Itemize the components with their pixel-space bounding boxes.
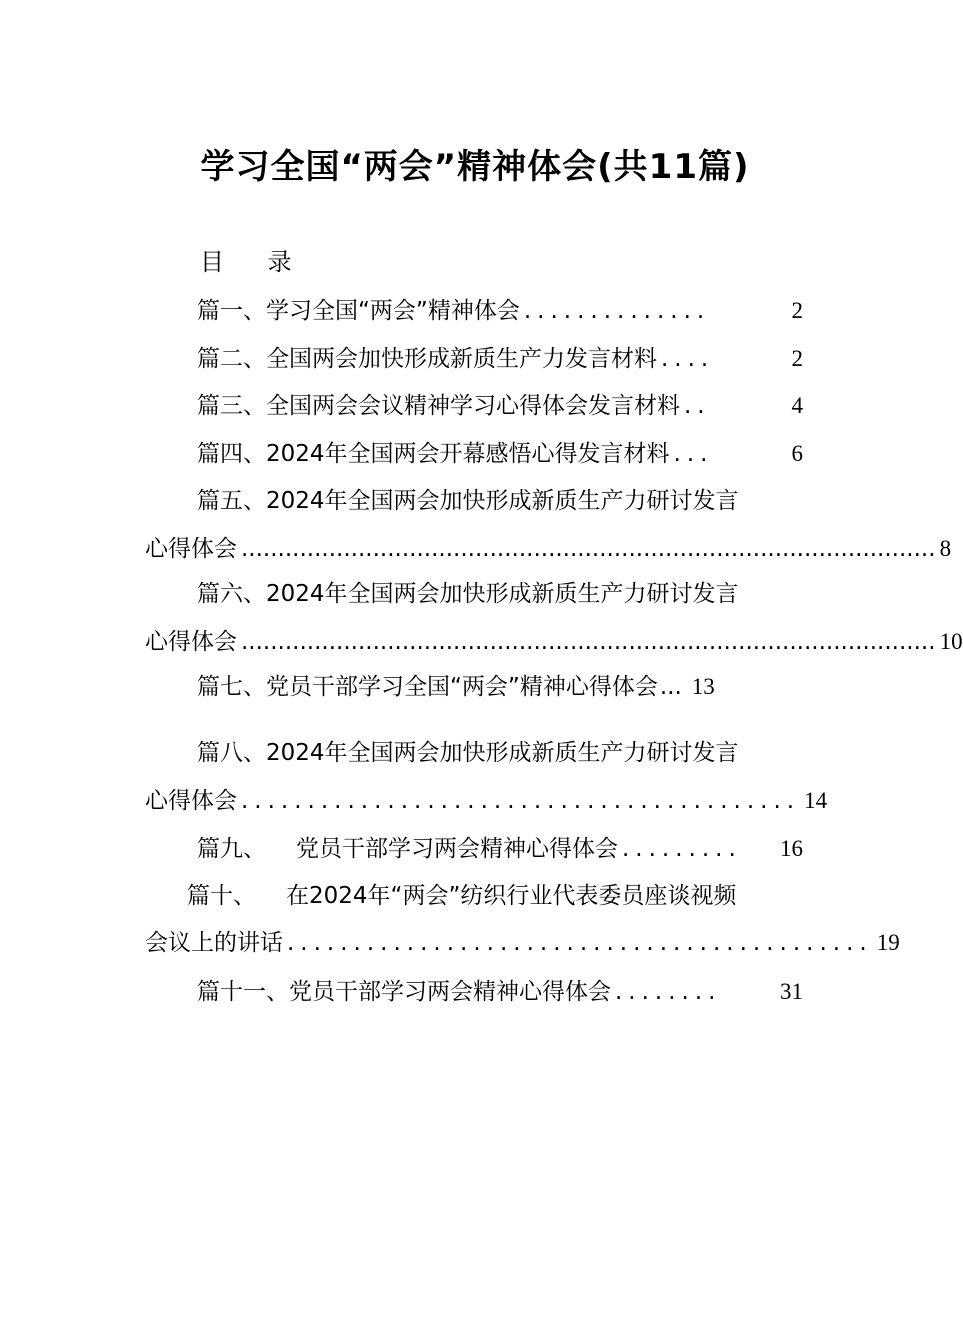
toc-entry-2[interactable] bbox=[197, 341, 803, 377]
toc-page-number: 14 bbox=[804, 788, 828, 813]
toc-dot-leader: ... bbox=[673, 441, 714, 467]
toc-entry-6-line1[interactable]: 篇六、2024年全国两会加快形成新质生产力研讨发言 bbox=[197, 581, 739, 607]
toc-dot-leader: ............................................................................................... bbox=[241, 629, 936, 655]
toc-page-number: 10 bbox=[939, 629, 963, 654]
toc-dot-leader: ......... bbox=[622, 836, 742, 862]
toc-entry-6[interactable] bbox=[145, 624, 963, 660]
toc-entry-9[interactable] bbox=[197, 831, 803, 867]
toc-dot-leader: ............................................ bbox=[287, 930, 873, 956]
toc-page-number: 6 bbox=[791, 441, 803, 466]
toc-entry-10-line1[interactable] bbox=[187, 878, 807, 914]
toc-entry-5-line1[interactable]: 篇五、2024年全国两会加快形成新质生产力研讨发言 bbox=[197, 488, 739, 514]
toc-entry-prefix: 篇十、 bbox=[187, 883, 256, 909]
toc-dot-leader: .......................................... bbox=[241, 788, 801, 814]
toc-entry-label: 篇七、党员干部学习全国“两会”精神心得体会 bbox=[197, 674, 658, 700]
toc-dot-leader: ... bbox=[659, 674, 682, 700]
toc-entry-label: 党员干部学习两会精神心得体会 bbox=[296, 836, 618, 862]
toc-entry-label: 心得体会 bbox=[145, 536, 237, 562]
toc-entry-5[interactable] bbox=[145, 531, 952, 567]
toc-page-number: 8 bbox=[939, 536, 952, 561]
toc-dot-leader: ............................................................................................... bbox=[241, 536, 936, 562]
toc-entry-label: 篇十一、党员干部学习两会精神心得体会 bbox=[197, 979, 611, 1005]
toc-entry-label: 会议上的讲话 bbox=[145, 930, 283, 956]
toc-entry-prefix: 篇九、 bbox=[197, 836, 266, 862]
toc-entry-3[interactable] bbox=[197, 388, 803, 424]
toc-page-number: 2 bbox=[791, 298, 803, 323]
toc-entry-11[interactable] bbox=[197, 974, 803, 1010]
toc-entry-4[interactable] bbox=[197, 436, 803, 472]
document-title: 学习全国“两会”精神体会(共11篇) bbox=[200, 147, 750, 187]
toc-page-number: 31 bbox=[780, 979, 803, 1004]
toc-page-number: 4 bbox=[791, 393, 803, 418]
toc-entry-1[interactable] bbox=[197, 293, 803, 329]
toc-entry-8-line1[interactable]: 篇八、2024年全国两会加快形成新质生产力研讨发言 bbox=[197, 740, 739, 766]
toc-page-number: 16 bbox=[780, 836, 803, 861]
toc-page-number: 19 bbox=[876, 930, 900, 955]
toc-dot-leader: .............. bbox=[523, 298, 711, 324]
toc-dot-leader: .. bbox=[684, 393, 711, 419]
toc-page-number: 2 bbox=[791, 346, 803, 371]
toc-dot-leader: ........ bbox=[615, 979, 722, 1005]
toc-entry-label: 在2024年“两会”纺织行业代表委员座谈视频 bbox=[286, 883, 737, 909]
toc-entry-label: 心得体会 bbox=[145, 788, 237, 814]
toc-entry-label: 篇二、全国两会加快形成新质生产力发言材料 bbox=[197, 346, 657, 372]
toc-page-number: 13 bbox=[691, 674, 715, 699]
toc-entry-8[interactable] bbox=[145, 783, 828, 819]
toc-entry-10[interactable] bbox=[145, 925, 900, 961]
toc-entry-label: 篇三、全国两会会议精神学习心得体会发言材料 bbox=[197, 393, 680, 419]
toc-heading: 目 录 bbox=[200, 248, 310, 276]
toc-entry-label: 心得体会 bbox=[145, 629, 237, 655]
toc-entry-label: 篇一、学习全国“两会”精神体会 bbox=[197, 298, 520, 324]
toc-dot-leader: .... bbox=[661, 346, 715, 372]
toc-entry-7[interactable] bbox=[197, 669, 803, 705]
toc-entry-label: 篇四、2024年全国两会开幕感悟心得发言材料 bbox=[197, 441, 670, 467]
